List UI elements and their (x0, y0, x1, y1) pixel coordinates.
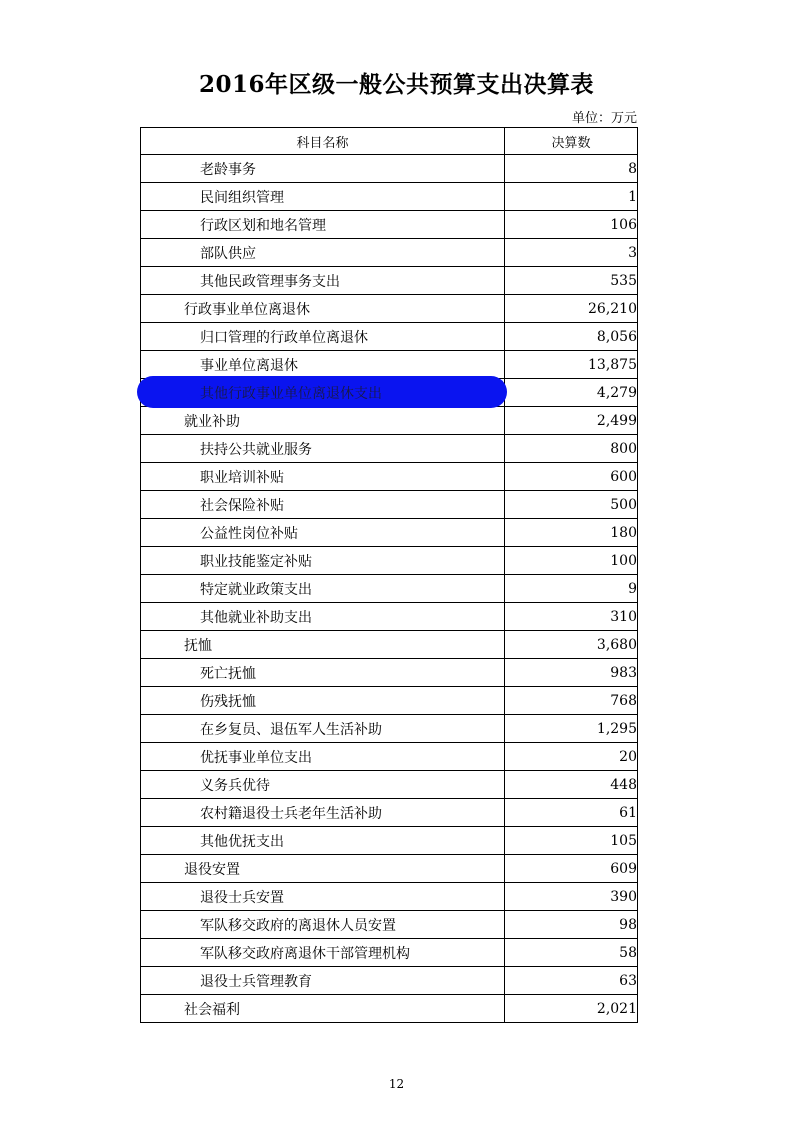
row-subject-label: 归口管理的行政单位离退休 (200, 329, 368, 346)
row-final-amount: 3 (505, 239, 638, 267)
table-row (141, 351, 638, 379)
table-row (141, 463, 638, 491)
row-final-amount: 800 (505, 435, 638, 463)
row-subject-name (141, 743, 505, 771)
row-subject-name (141, 239, 505, 267)
row-final-amount: 983 (505, 659, 638, 687)
row-subject-label: 事业单位离退休 (200, 357, 298, 374)
table-row (141, 995, 638, 1023)
row-subject-name (141, 295, 505, 323)
table-row (141, 715, 638, 743)
row-subject-name (141, 939, 505, 967)
row-subject-name (141, 211, 505, 239)
row-subject-name (141, 799, 505, 827)
row-final-amount: 13,875 (505, 351, 638, 379)
row-subject-label: 其他民政管理事务支出 (200, 273, 340, 290)
row-final-amount: 2,499 (505, 407, 638, 435)
table-row (141, 743, 638, 771)
row-final-amount: 8 (505, 155, 638, 183)
row-subject-name (141, 603, 505, 631)
row-subject-name (141, 855, 505, 883)
row-final-amount: 1 (505, 183, 638, 211)
table-body (141, 155, 638, 1023)
table-row (141, 883, 638, 911)
row-final-amount: 180 (505, 519, 638, 547)
header-final-amount: 决算数 (505, 128, 638, 155)
row-final-amount: 600 (505, 463, 638, 491)
table-row (141, 603, 638, 631)
row-final-amount: 448 (505, 771, 638, 799)
table-row (141, 939, 638, 967)
row-subject-label: 老龄事务 (200, 161, 256, 178)
row-subject-label: 抚恤 (184, 637, 212, 654)
row-subject-name (141, 267, 505, 295)
table-row (141, 771, 638, 799)
row-subject-name (141, 491, 505, 519)
row-final-amount: 3,680 (505, 631, 638, 659)
row-subject-label: 特定就业政策支出 (200, 581, 312, 598)
row-subject-name (141, 715, 505, 743)
table-row (141, 491, 638, 519)
table-row (141, 519, 638, 547)
row-subject-label: 其他优抚支出 (200, 833, 284, 850)
row-subject-label: 其他行政事业单位离退休支出 (200, 385, 382, 402)
row-subject-name (141, 659, 505, 687)
table-row (141, 547, 638, 575)
row-final-amount: 9 (505, 575, 638, 603)
row-subject-label: 部队供应 (200, 245, 256, 262)
table-row (141, 911, 638, 939)
row-subject-name (141, 771, 505, 799)
row-final-amount: 390 (505, 883, 638, 911)
table-row (141, 967, 638, 995)
row-final-amount: 61 (505, 799, 638, 827)
row-subject-label: 社会保险补贴 (200, 497, 284, 514)
row-final-amount: 26,210 (505, 295, 638, 323)
table-row (141, 659, 638, 687)
row-subject-label: 农村籍退役士兵老年生活补助 (200, 805, 382, 822)
row-subject-name (141, 883, 505, 911)
row-final-amount: 535 (505, 267, 638, 295)
row-subject-label: 伤残抚恤 (200, 693, 256, 710)
row-subject-label: 社会福利 (184, 1001, 240, 1018)
row-subject-name (141, 631, 505, 659)
row-subject-label: 民间组织管理 (200, 189, 284, 206)
row-final-amount: 768 (505, 687, 638, 715)
row-subject-name (141, 351, 505, 379)
table-row (141, 855, 638, 883)
row-final-amount: 500 (505, 491, 638, 519)
row-subject-name (141, 407, 505, 435)
page-title: 2016年区级一般公共预算支出决算表 (198, 71, 594, 98)
page-number: 12 (388, 1077, 405, 1091)
row-final-amount: 105 (505, 827, 638, 855)
row-final-amount: 106 (505, 211, 638, 239)
table-row (141, 323, 638, 351)
row-subject-name (141, 575, 505, 603)
row-subject-name (141, 463, 505, 491)
table-row (141, 183, 638, 211)
row-final-amount: 20 (505, 743, 638, 771)
row-final-amount: 609 (505, 855, 638, 883)
row-final-amount: 63 (505, 967, 638, 995)
row-subject-name (141, 827, 505, 855)
row-subject-label: 职业技能鉴定补贴 (200, 553, 312, 570)
row-subject-label: 死亡抚恤 (200, 665, 256, 682)
row-subject-label: 退役士兵管理教育 (200, 973, 312, 990)
row-subject-label: 军队移交政府离退休干部管理机构 (200, 945, 410, 962)
row-subject-label: 行政事业单位离退休 (184, 301, 310, 318)
row-subject-label: 扶持公共就业服务 (200, 441, 312, 458)
row-subject-name (141, 911, 505, 939)
row-subject-name (141, 183, 505, 211)
row-final-amount: 8,056 (505, 323, 638, 351)
table-row (141, 631, 638, 659)
table-row (141, 295, 638, 323)
header-subject-name: 科目名称 (141, 128, 505, 155)
row-final-amount: 2,021 (505, 995, 638, 1023)
row-subject-label: 其他就业补助支出 (200, 609, 312, 626)
row-final-amount: 58 (505, 939, 638, 967)
table-row (141, 155, 638, 183)
budget-table (140, 127, 638, 1023)
table-row (141, 211, 638, 239)
row-subject-name (141, 995, 505, 1023)
row-subject-name (141, 323, 505, 351)
table-row (141, 799, 638, 827)
table-row (141, 239, 638, 267)
row-subject-label: 公益性岗位补贴 (200, 525, 298, 542)
row-subject-label: 退役安置 (184, 861, 240, 878)
row-subject-name (141, 519, 505, 547)
row-subject-label: 军队移交政府的离退休人员安置 (200, 917, 396, 934)
row-final-amount: 4,279 (505, 379, 638, 407)
row-subject-name (141, 687, 505, 715)
table-row (141, 267, 638, 295)
row-subject-name (141, 155, 505, 183)
row-final-amount: 310 (505, 603, 638, 631)
table-row (141, 687, 638, 715)
row-subject-label: 在乡复员、退伍军人生活补助 (200, 721, 382, 738)
table-row (141, 407, 638, 435)
table-header-row (141, 128, 638, 155)
row-subject-label: 就业补助 (184, 413, 240, 430)
row-subject-name (141, 967, 505, 995)
row-subject-label: 义务兵优待 (200, 777, 270, 794)
row-subject-label: 职业培训补贴 (200, 469, 284, 486)
table-row (141, 435, 638, 463)
row-subject-label: 行政区划和地名管理 (200, 217, 326, 234)
row-subject-label: 退役士兵安置 (200, 889, 284, 906)
row-final-amount: 100 (505, 547, 638, 575)
table-row (141, 575, 638, 603)
unit-label: 单位：万元 (571, 111, 637, 126)
table-row (141, 827, 638, 855)
row-subject-name (141, 547, 505, 575)
row-subject-label: 优抚事业单位支出 (200, 749, 312, 766)
row-subject-name (141, 435, 505, 463)
row-final-amount: 1,295 (505, 715, 638, 743)
row-final-amount: 98 (505, 911, 638, 939)
